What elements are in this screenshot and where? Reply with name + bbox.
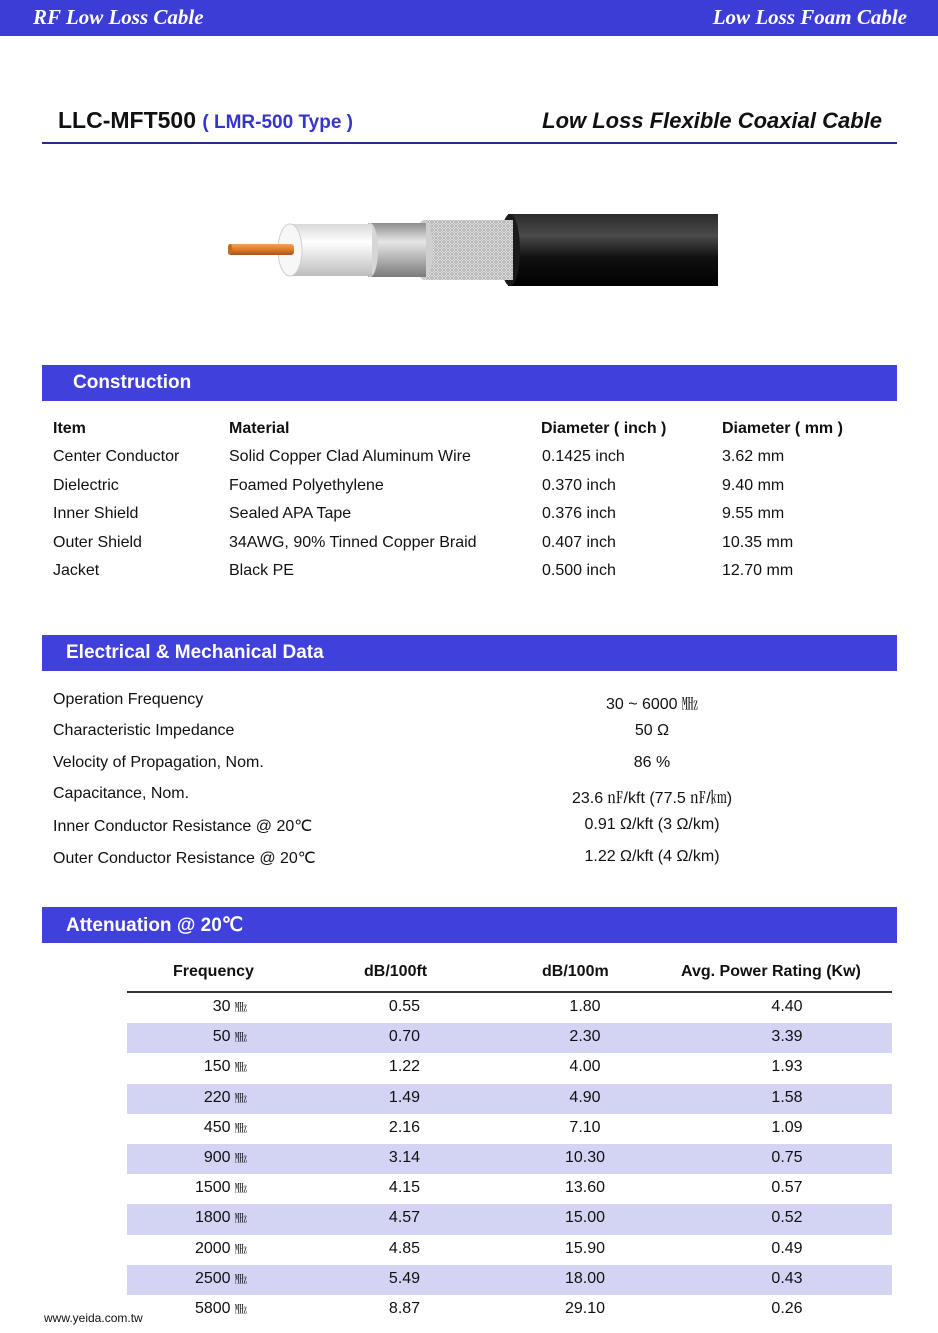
frequency-value: 1500 xyxy=(194,1179,231,1197)
table-row xyxy=(42,534,897,562)
spec-value: 1.22 Ω/kft (4 Ω/km) xyxy=(584,848,720,865)
cell-db-100ft: 3.14 xyxy=(388,1149,421,1166)
cell-material: Sealed APA Tape xyxy=(229,505,352,522)
spec-value: 30 ~ 6000 ㎒ xyxy=(605,696,699,713)
cell-item: Jacket xyxy=(53,562,100,579)
model-type: ( LMR-500 Type ) xyxy=(202,112,353,133)
cell-power-rating: 0.43 xyxy=(771,1269,803,1287)
cell-db-100ft: 0.70 xyxy=(388,1028,421,1046)
table-row xyxy=(127,1235,892,1265)
frequency-unit: ㎒ xyxy=(234,1241,247,1256)
frequency-value: 220 xyxy=(203,1088,231,1106)
model-name: LLC-MFT500 xyxy=(58,107,196,133)
product-title-row xyxy=(42,104,897,144)
cell-inch: 0.370 inch xyxy=(542,477,616,494)
cell-material: Foamed Polyethylene xyxy=(229,477,384,494)
construction-section-header xyxy=(42,365,897,401)
col-power-rating: Avg. Power Rating (Kw) xyxy=(681,963,861,980)
cell-item: Outer Shield xyxy=(53,534,142,551)
frequency-unit: ㎒ xyxy=(234,1181,247,1196)
cell-db-100ft: 1.49 xyxy=(388,1088,421,1106)
product-subtitle: Low Loss Flexible Coaxial Cable xyxy=(542,108,882,133)
cell-power-rating: 0.26 xyxy=(771,1300,803,1317)
table-row xyxy=(127,1023,892,1053)
cell-db-100ft: 0.55 xyxy=(388,998,421,1015)
construction-header-row xyxy=(42,420,897,448)
cell-frequency xyxy=(204,1149,247,1167)
col-material: Material xyxy=(229,420,290,437)
cell-item: Center Conductor xyxy=(53,448,180,465)
cell-power-rating: 4.40 xyxy=(771,998,803,1015)
cell-item: Dielectric xyxy=(53,477,119,494)
cell-inch: 0.407 inch xyxy=(542,534,616,551)
cell-db-100m: 7.10 xyxy=(569,1118,601,1136)
frequency-value: 1800 xyxy=(194,1209,231,1227)
frequency-unit: ㎒ xyxy=(234,1271,247,1286)
frequency-value: 450 xyxy=(203,1118,231,1136)
table-row xyxy=(42,477,897,505)
cell-frequency xyxy=(213,998,247,1016)
cell-power-rating: 1.93 xyxy=(771,1058,803,1076)
cell-db-100ft: 4.85 xyxy=(388,1239,421,1257)
electrical-title: Electrical & Mechanical Data xyxy=(66,642,324,663)
cell-frequency xyxy=(195,1240,247,1258)
table-row xyxy=(127,1204,892,1234)
center-conductor xyxy=(228,244,294,255)
cell-db-100m: 13.60 xyxy=(564,1179,606,1197)
cell-inch: 0.1425 inch xyxy=(542,448,625,465)
cell-db-100m: 4.00 xyxy=(569,1058,601,1076)
spec-label: Inner Conductor Resistance @ 20℃ xyxy=(53,818,313,835)
table-row xyxy=(42,448,897,476)
table-row xyxy=(42,505,897,533)
cell-power-rating: 0.57 xyxy=(771,1179,803,1197)
cell-inch: 0.376 inch xyxy=(542,505,616,522)
cell-db-100ft: 4.15 xyxy=(388,1179,421,1197)
frequency-value: 150 xyxy=(203,1058,231,1076)
spec-label: Velocity of Propagation, Nom. xyxy=(53,754,264,771)
cell-db-100m: 1.80 xyxy=(569,998,601,1015)
cable-illustration xyxy=(228,214,718,286)
electrical-row xyxy=(42,816,897,844)
construction-table xyxy=(42,420,897,590)
table-row xyxy=(42,562,897,590)
cell-power-rating: 1.09 xyxy=(771,1118,803,1136)
frequency-value: 2500 xyxy=(194,1269,231,1287)
cell-frequency xyxy=(204,1119,247,1137)
braid-pattern xyxy=(423,220,513,280)
cell-db-100m: 10.30 xyxy=(564,1149,606,1166)
frequency-unit: ㎒ xyxy=(234,1030,247,1045)
cell-db-100ft: 1.22 xyxy=(388,1058,421,1076)
cell-material: Black PE xyxy=(229,562,294,579)
cell-db-100ft: 5.49 xyxy=(388,1269,421,1287)
product-model xyxy=(58,107,353,134)
cell-db-100m: 4.90 xyxy=(569,1088,601,1106)
cell-mm: 10.35 mm xyxy=(722,534,794,551)
spec-value: 0.91 Ω/kft (3 Ω/km) xyxy=(584,816,720,833)
electrical-row xyxy=(42,722,897,750)
footer-url: www.yeida.com.tw xyxy=(44,1311,143,1325)
frequency-unit: ㎒ xyxy=(234,1000,247,1014)
cell-frequency xyxy=(195,1179,247,1197)
col-item: Item xyxy=(53,420,86,437)
cell-db-100ft: 4.57 xyxy=(388,1209,421,1227)
cell-inch: 0.500 inch xyxy=(542,562,616,579)
electrical-row xyxy=(42,848,897,876)
cell-material: Solid Copper Clad Aluminum Wire xyxy=(229,448,471,465)
cell-power-rating: 0.52 xyxy=(771,1209,803,1227)
cell-db-100m: 15.90 xyxy=(564,1239,606,1257)
spec-label: Capacitance, Nom. xyxy=(53,785,190,802)
spec-value: 50 Ω xyxy=(634,722,670,739)
table-row xyxy=(127,1295,892,1325)
col-db-100m: dB/100m xyxy=(542,963,609,980)
table-row xyxy=(127,1174,892,1204)
electrical-row xyxy=(42,691,897,719)
header-right-title: Low Loss Foam Cable xyxy=(712,5,907,29)
cell-db-100ft: 8.87 xyxy=(388,1300,421,1317)
cell-mm: 9.55 mm xyxy=(722,505,785,522)
header-left-title: RF Low Loss Cable xyxy=(33,5,204,29)
table-row xyxy=(127,1084,892,1114)
cell-db-100m: 2.30 xyxy=(569,1028,601,1046)
cell-db-100m: 29.10 xyxy=(564,1300,606,1317)
col-diameter-inch: Diameter ( inch ) xyxy=(541,420,667,437)
table-row xyxy=(127,1114,892,1144)
frequency-value: 2000 xyxy=(194,1239,231,1257)
cell-frequency xyxy=(195,1300,247,1318)
cell-item: Inner Shield xyxy=(53,505,139,522)
construction-title: Construction xyxy=(73,372,192,393)
electrical-row xyxy=(42,785,897,813)
electrical-section-header xyxy=(42,635,897,671)
cell-db-100ft: 2.16 xyxy=(388,1118,421,1136)
header-bar xyxy=(0,0,938,36)
attenuation-title: Attenuation @ 20℃ xyxy=(66,915,244,936)
cell-db-100m: 15.00 xyxy=(564,1209,606,1227)
col-db-100ft: dB/100ft xyxy=(364,963,428,980)
electrical-row xyxy=(42,754,897,782)
frequency-value: 50 xyxy=(212,1028,231,1046)
cable-jacket xyxy=(508,214,718,286)
frequency-unit: ㎒ xyxy=(234,1151,247,1165)
frequency-value: 5800 xyxy=(194,1300,231,1317)
frequency-unit: ㎒ xyxy=(234,1302,247,1316)
cell-mm: 3.62 mm xyxy=(722,448,785,465)
col-frequency: Frequency xyxy=(173,963,254,980)
spec-label: Characteristic Impedance xyxy=(53,722,235,739)
attenuation-header-row xyxy=(127,958,892,993)
cell-db-100m: 18.00 xyxy=(564,1269,606,1287)
cell-frequency xyxy=(195,1209,247,1227)
cell-power-rating: 0.75 xyxy=(771,1149,803,1166)
cell-mm: 12.70 mm xyxy=(722,562,794,579)
cell-material: 34AWG, 90% Tinned Copper Braid xyxy=(229,534,477,551)
table-row xyxy=(127,1053,892,1083)
cell-power-rating: 3.39 xyxy=(771,1028,803,1046)
frequency-value: 900 xyxy=(203,1149,231,1166)
col-diameter-mm: Diameter ( mm ) xyxy=(722,420,843,437)
cell-frequency xyxy=(204,1058,247,1076)
table-row xyxy=(127,993,892,1023)
frequency-unit: ㎒ xyxy=(234,1211,247,1226)
spec-label: Outer Conductor Resistance @ 20℃ xyxy=(53,850,316,867)
spec-label: Operation Frequency xyxy=(53,691,204,708)
cell-frequency xyxy=(204,1089,247,1107)
attenuation-section-header xyxy=(42,907,897,943)
spec-value: 86 % xyxy=(633,754,671,771)
spec-value: 23.6 ㎋/kft (77.5 ㎋/㎞) xyxy=(571,790,733,807)
cell-power-rating: 0.49 xyxy=(771,1239,803,1257)
cell-mm: 9.40 mm xyxy=(722,477,785,494)
frequency-unit: ㎒ xyxy=(234,1060,247,1075)
table-row xyxy=(127,1144,892,1174)
table-row xyxy=(127,1265,892,1295)
cell-frequency xyxy=(195,1270,247,1288)
frequency-value: 30 xyxy=(212,998,231,1015)
cell-frequency xyxy=(213,1028,247,1046)
frequency-unit: ㎒ xyxy=(234,1120,247,1135)
frequency-unit: ㎒ xyxy=(234,1090,247,1105)
cell-power-rating: 1.58 xyxy=(771,1088,803,1106)
